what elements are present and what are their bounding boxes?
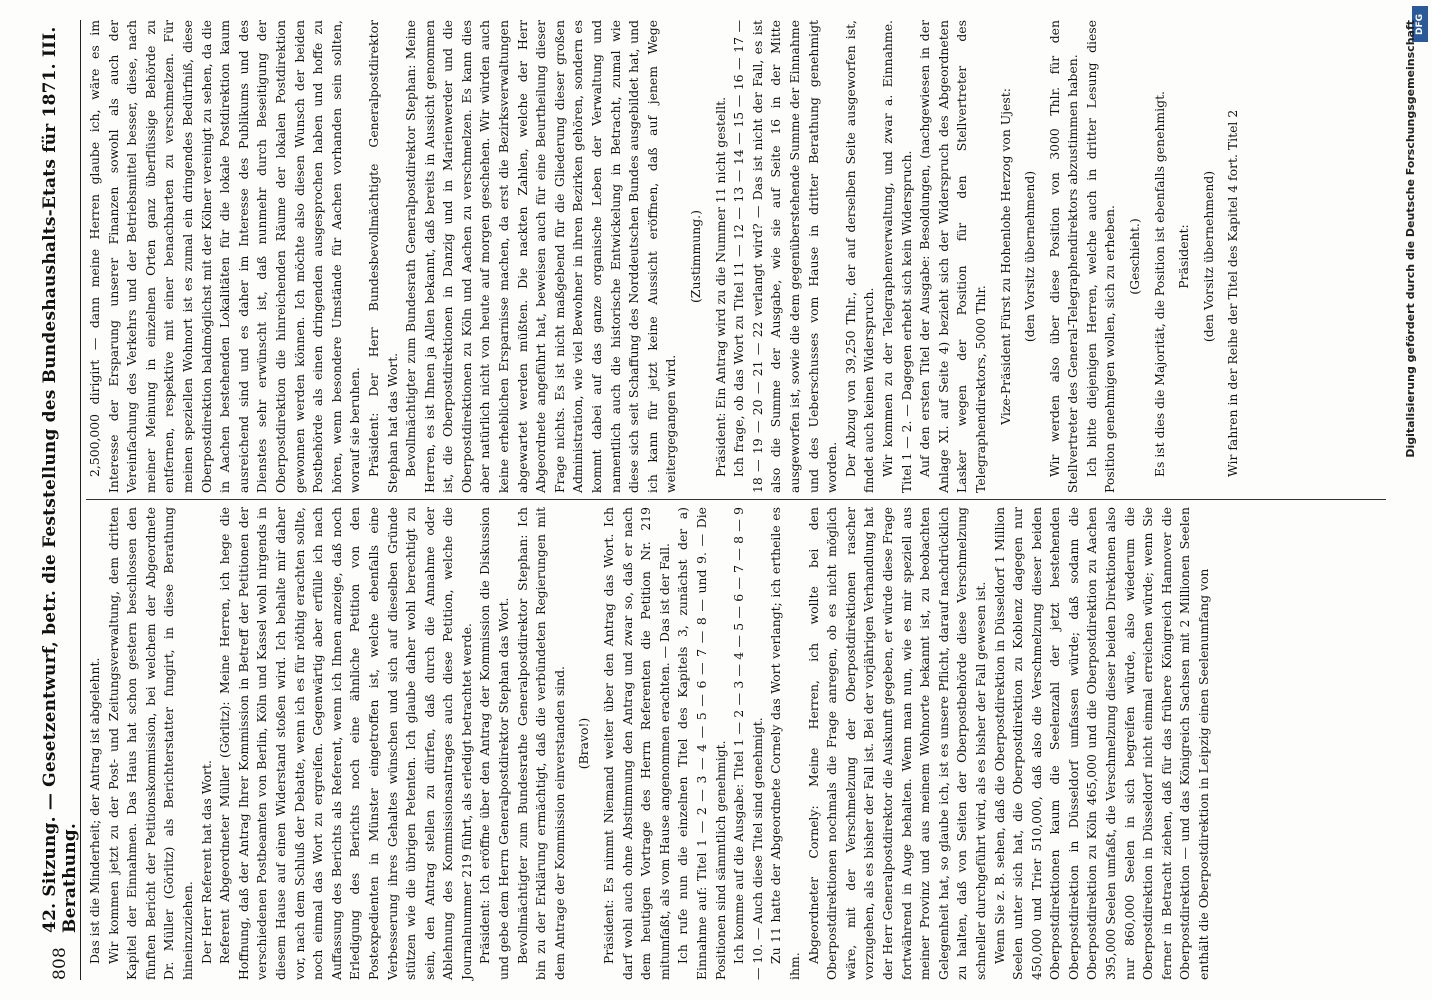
paragraph: Präsident: Ich eröffne über den Antrag der Kommission die Diskussion und gebe dem Herrn Generalpostdirektor Stephan das Wort. — [477, 507, 512, 980]
paragraph: Der Herr Referent hat das Wort. — [198, 760, 214, 964]
page-header — [40, 20, 81, 980]
rotated-page-content — [40, 20, 1400, 980]
paragraph: (Geschieht.) — [1127, 218, 1143, 295]
paragraph: Wir kommen jetzt zu der Post- und Zeitungsverwaltung, dem dritten Kapitel der Einnahmen. Das Haus hat schon gestern beschlossen den fünften Bericht der Petitionskommission, bei welchem der Abgeordnete Dr. Müller (Görlitz) als Berichterstatter fungirt, in diese Berathung hineinzuziehen. — [105, 507, 195, 980]
paragraph: Präsident: Es nimmt Niemand weiter über den Antrag das Wort. Ich darf wohl auch ohne Abstimmung den Antrag und zwar so, daß er nach dem heutigen Vortrage des Herrn Referenten die Petition Nr. 219 mitumfaßt, als vom Hause angenommen erachten. — Das ist der Fall. — [601, 507, 672, 980]
paragraph: Ich komme auf die Ausgabe: Titel 1 — 2 — 3 — 4 — 5 — 6 — 7 — 8 — 9 — 10. — Auch diese Titel sind genehmigt. — [731, 507, 765, 980]
right-column — [86, 20, 1243, 493]
paragraph: Das ist die Minderheit; der Antrag ist abgelehnt. — [87, 657, 102, 964]
text-columns — [86, 20, 1243, 980]
paragraph: Referent Abgeordneter Müller (Görlitz): Meine Herren, ich hege die Hoffnung, daß der Antrag Ihrer Kommission in Betreff der Petitionen der verschiedenen Postbeamten von Berlin, Köln und Kassel wohl nirgends in diesem Hause auf einen Widerstand stoßen wird. Ich behalte mir daher vor, nach dem Schluß der Debatte, wenn ich es für nöthig erachten sollte, noch einmal das Wort zu ergreifen. Gegenwärtig aber erfülle ich nach Auffassung des Berichts als Referent, wenn ich Ihnen anzeige, daß noch Erledigung des Berichts noch eine ähnliche Petition von den Postexpedienten in Münster eingetroffen ist, welche ebenfalls eine Verbesserung ihres Gehaltes wünschen und sich auf dieselben Gründe stützen wie die übrigen Petenten. Ich glaube daher wohl berechtigt zu sein, den Antrag stellen zu dürfen, daß durch die Annahme oder Ablehnung des Kommissionsantrages auch diese Petition, welche die Journalnummer 219 führt, als erledigt betrachtet werde. — [217, 507, 474, 980]
paragraph: Ich frage, ob das Wort zu Titel 11 — 12 — 13 — 14 — 15 — 16 — 17 — 18 — 19 — 20 — 21 — 22 verlangt wird? — Das ist nicht der Fall, es ist also die Summe der Ausgabe, wie sie auf Seite 16 in der Mitte ausgeworfen ist, sowie die dem gegenüberstehende Summe der Einnahme und des Ueberschusses vom Hause in dritter Berathung genehmigt worden. — [731, 20, 840, 493]
paragraph: Abgeordneter Cornely: Meine Herren, ich wollte bei den Oberpostdirektionen nochmals die Frage anregen, ob es nicht möglich wäre, mit der Verschmelzung der Oberpostdirektionen rascher vorzugehen, als es bisher der Fall ist. Bei der vorjährigen Verhandlung hat der Herr Generalpostdirektor die Auskunft gegeben, er würde diese Frage fortwährend in Auge behalten. Wenn man nun, wie es mir speziell aus meiner Provinz und aus meinem Wohnorte bekannt ist, zu beobachten Gelegenheit hat, so glaube ich, ist es unsere Pflicht, darauf nachdrücklich zu halten, daß von Seiten der Oberpostbehörde diese Verschmelzung schneller durchgeführt wird, als es bisher der Fall gewesen ist. — [805, 507, 988, 980]
paragraph: (den Vorsitz übernehmend) — [1200, 170, 1216, 343]
paragraph: Ich rufe nun die einzelnen Titel des Kapitels 3, zunächst der a) Einnahme auf: Titel 1 — 2 — 3 — 4 — 5 — 6 — 7 — 8 — und 9. — Die Positionen sind sämmtlich genehmigt. — [675, 507, 728, 980]
paragraph: Der Abzug von 39,250 Thlr., der auf derselben Seite ausgeworfen ist, findet auch keinen Widerspruch. — [842, 20, 877, 493]
paragraph: Wenn Sie z. B. sehen, daß die Oberpostdirektion in Düsseldorf 1 Million Seelen unter sich hat, die Oberpostdirektion zu Koblenz dagegen nur 450,000 und Trier 510,000, daß also die Verschmelzung dieser beiden Oberpostdirektionen kaum die Seelenzahl der jetzt bestehenden Oberpostdirektion in Düsseldorf umfassen würde; daß sodann die Oberpostdirektion zu Köln 465,000 und die Oberpostdirektion zu Aachen 395,000 Seelen umfaßt, die Verschmelzung dieser beiden Direktionen also nur 860,000 Seelen in sich begreifen würde, also wiederum die Oberpostdirektion in Düsseldorf nicht einmal erreichen würde; wenn Sie ferner in Betracht ziehen, daß für das frühere Königreich Hannover die Oberpostdirektion — und das Königreich Sachsen mit 2 Millionen Seelen enthält die Oberpostdirektion in Leipzig einen Seelenumfang von — [991, 507, 1212, 980]
paragraph: Bevollmächtigter zum Bundesrathe Generalpostdirektor Stephan: Ich bin zu der Erklärung ermächtigt, daß die verbündeten Regierungen mit dem Antrage der Kommission einverstanden sind. — [514, 507, 567, 980]
paragraph: Wir kommen zu der Telegraphenverwaltung, und zwar a. Einnahme. Titel 1 — 2. — Dagegen erhebt sich kein Widerspruch. — [879, 20, 914, 493]
paragraph: (Zustimmung.) — [688, 210, 703, 303]
running-title: 42. Sitzung. — Gesetzentwurf, betr. die Feststellung des Bundeshaushalts-Etats für 1871. III. Berathung. — [40, 26, 80, 933]
dfg-logo: DFG — [1412, 6, 1428, 42]
paragraph: Bevollmächtigter zum Bundesrath Generalpostdirektor Stephan: Meine Herren, es ist Ihnen ja Allen bekannt, daß bereits in Aussicht genommen ist, die Oberpostdirektionen in Danzig und in Marienwerder und die Oberpostdirektionen zu Köln und Aachen zu verschmelzen. Es kann dies aber natürlich nicht von heute auf morgen geschehen. Wir würden auch keine erheblichen Ersparnisse machen, da erst die Bezirksverwaltungen abgewartet werden müßten. Die nackten Zahlen, welche der Herr Abgeordnete angeführt hat, beweisen auch für eine Beurtheilung dieser Frage nichts. Es ist nicht maßgebend für die Gliederung dieser großen Administration, wie viel Bewohner in ihren Bezirken gehören, sondern es kommt dabei auf das ganze organische Leben der Verwaltung und namentlich auch die historische Entwickelung in Betracht, zumal wie diese sich seit Schaffung des Norddeutschen Bundes ausgebildet hat, und ich kann für jetzt keine Aussicht eröffnen, daß auf jenem Wege weitergegangen wird. — [403, 20, 679, 493]
credit-text: Digitalisierung gefördert durch die Deutsche Forschungsgemeinschaft — [1404, 20, 1417, 458]
paragraph: Ich bitte diejenigen Herren, welche auch in dritter Lesung diese Position genehmigen wollen, sich zu erheben. — [1083, 20, 1118, 493]
paragraph: Zu 11 hatte der Abgeordnete Cornely das Wort verlangt; ich ertheile es ihm. — [768, 507, 802, 980]
paragraph: 2,500,000 dirigirt — dann meine Herren glaube ich, wäre es im Interesse der Ersparung unserer Finanzen sowohl als auch der Vereinfachung des Verkehrs und der Betriebsmittel besser, diese, nach meiner Meinung in einzelnen Orten ganz überflüssige Behörde zu entfernen, respektive mit einer benachbarten zu verschmelzen. Für meinen speziellen Wohnort ist es zumal ein dringendes Bedürfniß, diese Oberpostdirektion baldmöglichst mit der Kölner vereinigt zu sehen, da die in Aachen bestehenden Lokalitäten für die lokale Postdirektion kaum ausreichend sind und es daher im Interesse des Publikums und des Dienstes sehr erwünscht ist, daß nunmehr durch Beseitigung der Oberpostdirektion die hinreichenden Räume der lokalen Postdirektion gewonnen werden können. Ich möchte also diesen Wunsch der beiden Postbehörde als einen dringenden ausgesprochen haben und hoffe zu hören, wenn besondere Umstände für Aachen vorhanden sein sollten, worauf sie beruhen. — [87, 20, 363, 493]
paragraph: Wir fahren in der Reihe der Titel des Kapitel 4 fort. Titel 2 — [1225, 109, 1241, 477]
paragraph: Wir werden also über diese Position von 3000 Thlr. für den Stellvertreter des General-Telegraphendirektors abzustimmen haben. — [1046, 20, 1081, 493]
paragraph: Vize-Präsident Fürst zu Hohenlohe Herzog von Ujest: — [997, 88, 1013, 425]
page-number: 808 — [50, 946, 70, 980]
paragraph: Präsident: Der Herr Bundesbevollmächtigte Generalpostdirektor Stephan hat das Wort. — [365, 20, 400, 493]
paragraph: Präsident: Ein Antrag wird zu die Nummer 11 nicht gestellt. — [712, 96, 728, 477]
paragraph: (Bravo!) — [576, 717, 592, 770]
left-column — [86, 507, 1243, 980]
paragraph: Es ist dies die Majorität, die Position ist ebenfalls genehmigt. — [1151, 91, 1167, 477]
paragraph: (den Vorsitz übernehmend) — [1022, 170, 1038, 343]
paragraph: Auf den ersten Titel der Ausgabe: Besoldungen, (nachgewiesen in der Anlage XI. auf Seite 4) bezieht sich der Widerspruch des Abgeordneten Lasker wegen der Position für den Stellvertreter des Telegraphendirektors, 5000 Thlr. — [917, 20, 988, 493]
digitization-credit — [1404, 20, 1428, 980]
paragraph: Präsident: — [1176, 224, 1192, 289]
